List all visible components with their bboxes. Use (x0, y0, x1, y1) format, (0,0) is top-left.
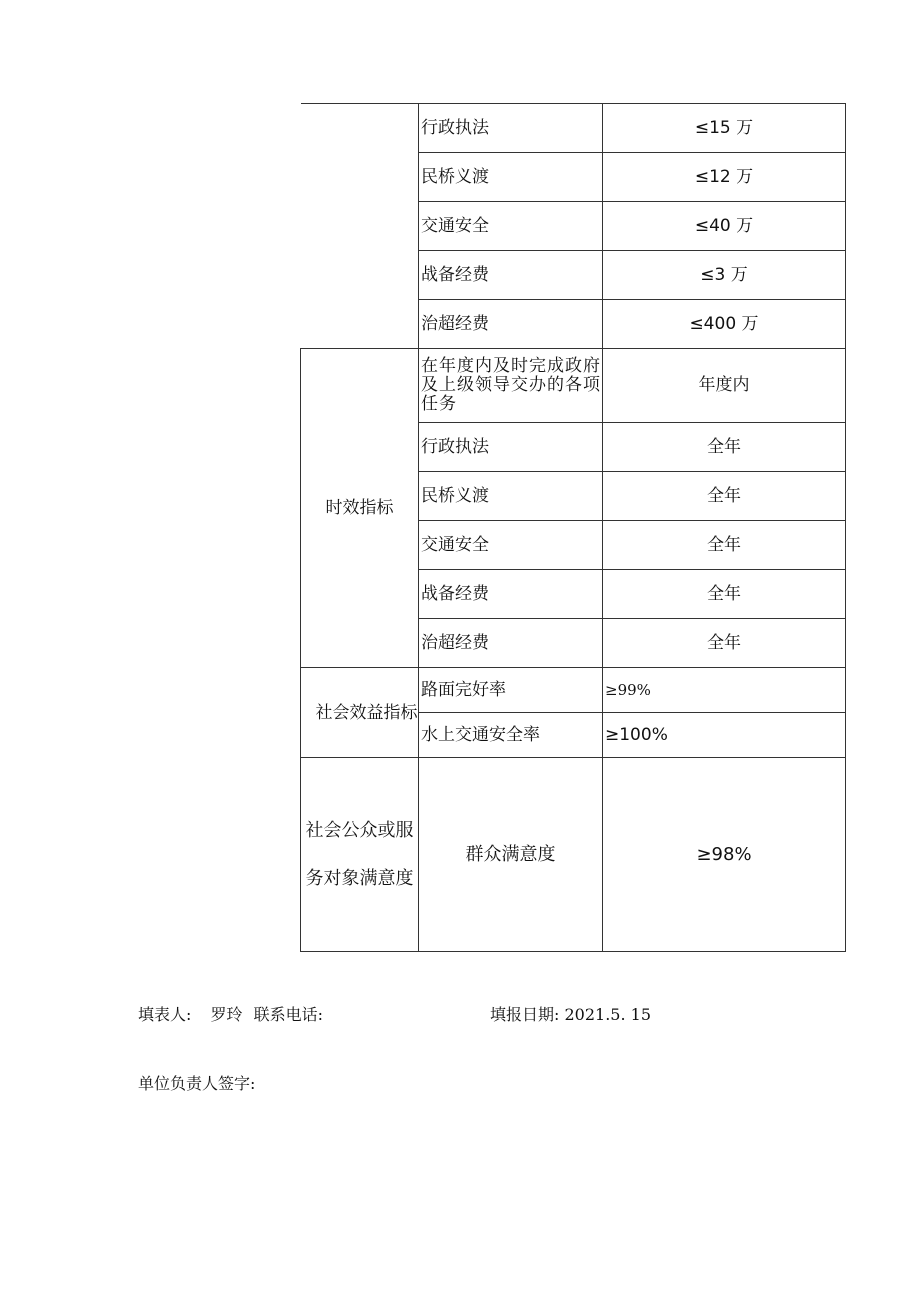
date-value: 2021.5. 15 (564, 1005, 652, 1024)
item-cell: 群众满意度 (419, 758, 603, 952)
item-cell: 交通安全 (419, 521, 603, 570)
table-row (301, 349, 846, 423)
value-cell: ≤400 万 (603, 300, 846, 349)
item-cell: 在年度内及时完成政府及上级领导交办的各项任务 (419, 349, 603, 423)
value-cell: 全年 (603, 570, 846, 619)
item-cell: 治超经费 (419, 300, 603, 349)
item-cell: 行政执法 (419, 104, 603, 153)
value-cell: 全年 (603, 619, 846, 668)
item-cell: 路面完好率 (419, 668, 603, 713)
phone-label: 联系电话: (253, 1005, 324, 1024)
item-cell: 交通安全 (419, 202, 603, 251)
value-cell: 年度内 (603, 349, 846, 423)
value-cell: ≤12 万 (603, 153, 846, 202)
item-cell: 行政执法 (419, 423, 603, 472)
value-cell: ≤40 万 (603, 202, 846, 251)
category-cell-satisfaction: 社会公众或服务对象满意度 (301, 758, 419, 952)
performance-indicator-table (300, 103, 846, 952)
value-cell: ≤15 万 (603, 104, 846, 153)
table-row (301, 104, 846, 153)
value-cell: ≥100% (603, 713, 846, 758)
category-cell-timeliness: 时效指标 (301, 349, 419, 668)
filler-name: 罗玲 (210, 1005, 243, 1024)
footer-signature (138, 1071, 255, 1094)
category-cell-social: 社会效益指标 (301, 668, 419, 758)
value-cell: 全年 (603, 521, 846, 570)
table-row (301, 758, 846, 952)
table-row (301, 668, 846, 713)
value-cell: 全年 (603, 423, 846, 472)
item-cell: 民桥义渡 (419, 472, 603, 521)
date-label: 填报日期: (490, 1005, 560, 1024)
footer-date (490, 1002, 651, 1025)
item-cell: 水上交通安全率 (419, 713, 603, 758)
footer-filler (138, 1002, 323, 1025)
item-cell: 战备经费 (419, 251, 603, 300)
item-cell: 民桥义渡 (419, 153, 603, 202)
value-cell: 全年 (603, 472, 846, 521)
value-cell: ≤3 万 (603, 251, 846, 300)
filler-label: 填表人: (138, 1005, 192, 1024)
value-cell: ≥99% (603, 668, 846, 713)
item-cell: 治超经费 (419, 619, 603, 668)
value-cell: ≥98% (603, 758, 846, 952)
item-cell: 战备经费 (419, 570, 603, 619)
category-cell-cost (301, 104, 419, 349)
signature-label: 单位负责人签字: (138, 1074, 256, 1093)
